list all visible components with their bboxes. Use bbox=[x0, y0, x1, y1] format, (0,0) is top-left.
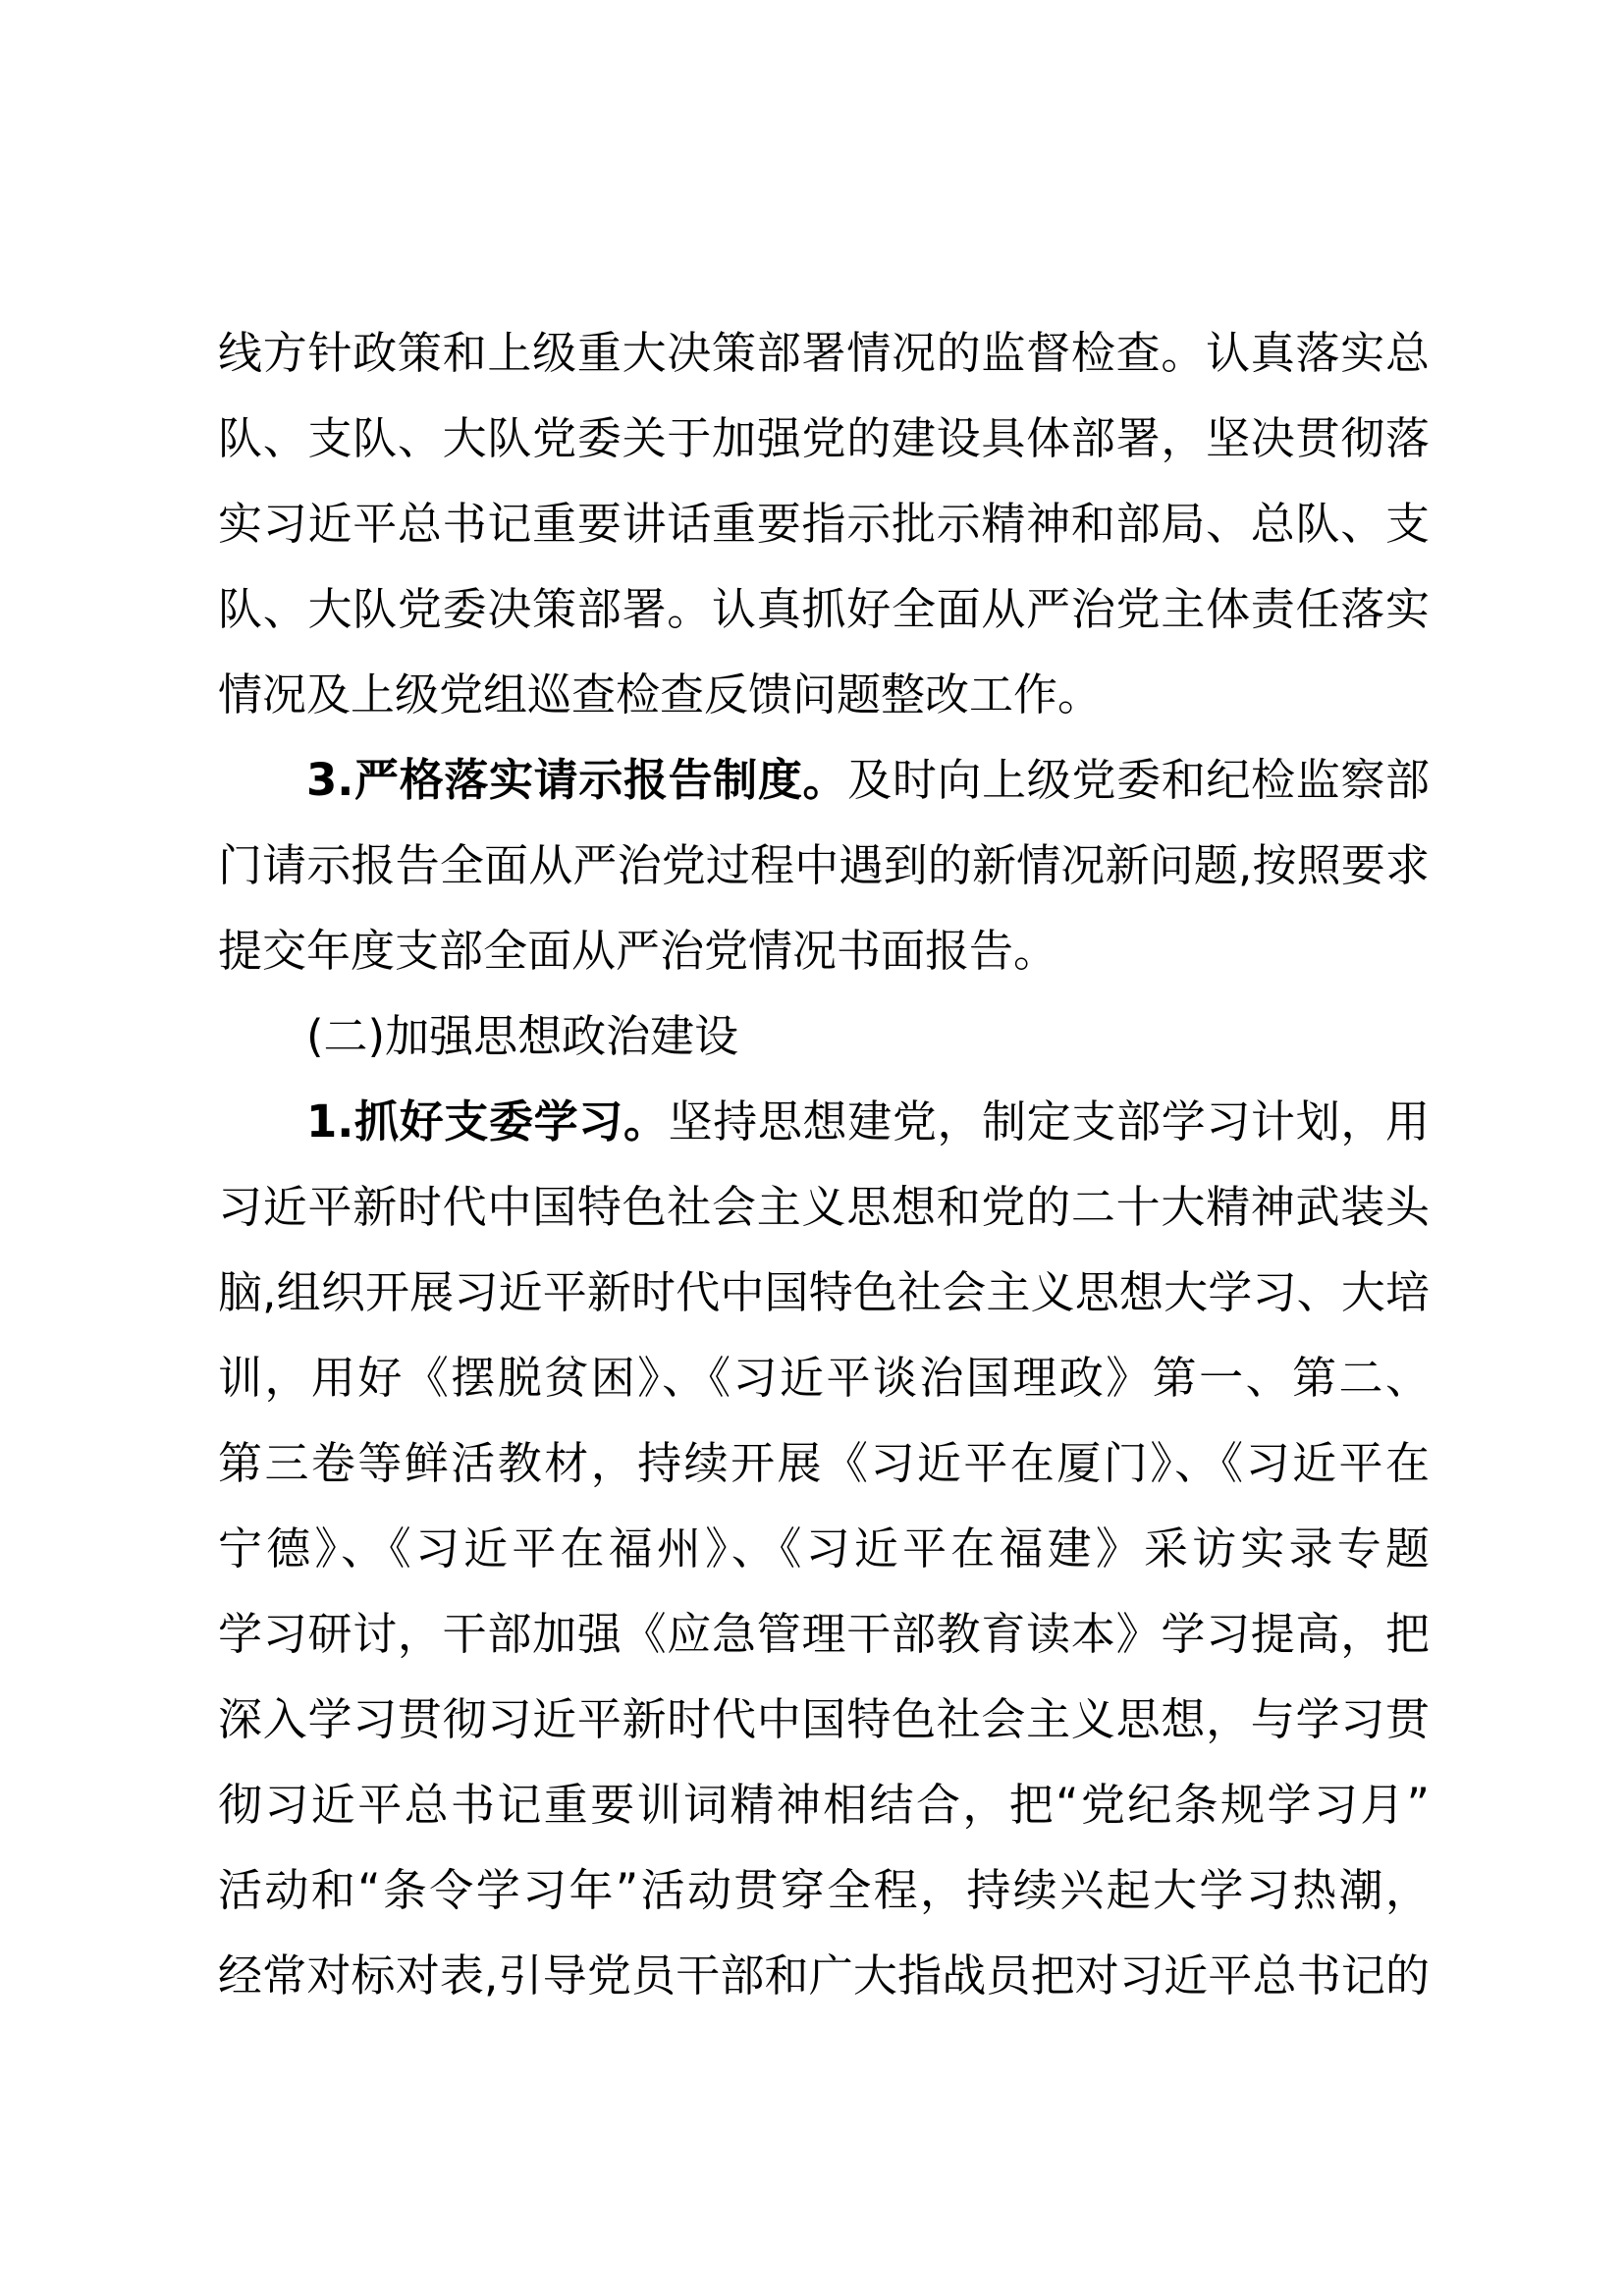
line-text: 队、大队党委决策部署。认真抓好全面从严治党主体责任落实 bbox=[218, 583, 1430, 635]
text-line bbox=[218, 737, 1430, 823]
line-text: 情况及上级党组巡查检查反馈问题整改工作。 bbox=[218, 668, 1103, 721]
text-line bbox=[218, 1420, 1430, 1506]
bold-heading: 1.抓好支委学习。 bbox=[306, 1095, 669, 1148]
line-text: 线方针政策和上级重大决策部署情况的监督检查。认真落实总 bbox=[218, 327, 1430, 379]
text-line bbox=[218, 993, 1430, 1079]
line-text: 活动和“条令学习年”活动贯穿全程，持续兴起大学习热潮， bbox=[218, 1864, 1430, 1916]
text-line bbox=[218, 1506, 1430, 1591]
text-line bbox=[218, 908, 1430, 993]
line-text: 深入学习贯彻习近平新时代中国特色社会主义思想，与学习贯 bbox=[218, 1693, 1430, 1745]
text-line bbox=[218, 1762, 1430, 1847]
text-line bbox=[218, 652, 1430, 737]
text-line bbox=[218, 1250, 1430, 1335]
line-text: 队、支队、大队党委关于加强党的建设具体部署，坚决贯彻落 bbox=[218, 412, 1430, 464]
text-line bbox=[218, 1591, 1430, 1677]
line-text: 提交年度支部全面从严治党情况书面报告。 bbox=[218, 925, 1058, 977]
line-text: (二)加强思想政治建设 bbox=[306, 1010, 739, 1062]
line-text: 及时向上级党委和纪检监察部 bbox=[847, 754, 1430, 806]
text-line bbox=[218, 1847, 1430, 1933]
line-text: 脑,组织开展习近平新时代中国特色社会主义思想大学习、大培 bbox=[218, 1266, 1430, 1318]
document-body bbox=[218, 310, 1430, 2018]
line-text: 宁德》、《习近平在福州》、《习近平在福建》采访实录专题 bbox=[218, 1522, 1430, 1575]
line-text: 彻习近平总书记重要训词精神相结合，把“党纪条规学习月” bbox=[218, 1779, 1430, 1831]
line-text: 学习研讨，干部加强《应急管理干部教育读本》学习提高，把 bbox=[218, 1608, 1430, 1660]
text-line bbox=[218, 310, 1430, 396]
text-line bbox=[218, 1933, 1430, 2018]
line-text: 经常对标对表,引导党员干部和广大指战员把对习近平总书记的 bbox=[218, 1949, 1430, 2002]
text-line bbox=[218, 1079, 1430, 1164]
bold-heading: 3.严格落实请示报告制度。 bbox=[306, 754, 848, 806]
text-line bbox=[218, 566, 1430, 652]
line-text: 习近平新时代中国特色社会主义思想和党的二十大精神武装头 bbox=[218, 1181, 1430, 1233]
line-text: 第三卷等鲜活教材，持续开展《习近平在厦门》、《习近平在 bbox=[218, 1437, 1430, 1489]
text-line bbox=[218, 481, 1430, 566]
text-line bbox=[218, 1164, 1430, 1250]
text-line bbox=[218, 823, 1430, 908]
text-line bbox=[218, 1335, 1430, 1420]
text-line bbox=[218, 396, 1430, 481]
line-text: 坚持思想建党，制定支部学习计划，用 bbox=[668, 1095, 1430, 1148]
line-text: 实习近平总书记重要讲话重要指示批示精神和部局、总队、支 bbox=[218, 498, 1430, 550]
line-text: 训，用好《摆脱贫困》、《习近平谈治国理政》第一、第二、 bbox=[218, 1352, 1430, 1404]
line-text: 门请示报告全面从严治党过程中遇到的新情况新问题,按照要求 bbox=[218, 839, 1430, 891]
text-line bbox=[218, 1677, 1430, 1762]
